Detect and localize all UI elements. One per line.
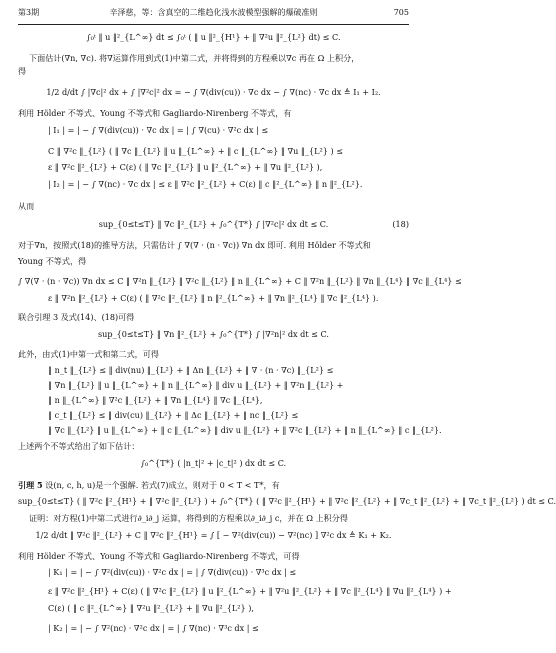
- equation-line: ε ‖ ∇²c ‖²_{H¹} + C(ε) ( ‖ ∇²c ‖²_{L²} ‖ u ‖²_{L^∞} + ‖ ∇²u ‖²_{L²} + ‖ ∇c ‖²_{L⁴} ‖ ∇u ‖²_{L⁴} ) +: [48, 586, 452, 596]
- equation-line: | K₂ | = | − ∫ ∇²(nc) · ∇²c dx | = | ∫ ∇(nc) · ∇³c dx | ≤: [48, 623, 259, 633]
- equation-line: 1/2 d/dt ‖ ∇²c ‖²_{L²} + C ‖ ∇²c ‖²_{H¹} = ∫ [ − ∇²(div(cu)) − ∇²(nc) ] ∇²c dx ≜ K₁ + K₂.: [35, 530, 392, 540]
- header-issue: 第3期: [18, 8, 40, 17]
- text-line: 利用 Hölder 不等式、Young 不等式和 Gagliardo-Nirenberg 不等式，可得: [18, 551, 300, 561]
- text-line: 上述两个不等式给出了如下估计：: [18, 441, 140, 451]
- equation-number: (18): [392, 219, 409, 229]
- header-rule: [18, 24, 409, 25]
- equation-line: sup_{0≤t≤T} ( ‖ ∇²c ‖²_{H¹} + ‖ ∇²c ‖²_{L²} ) + ∫₀^{T*} ( ‖ ∇²c ‖²_{H¹} + ‖ ∇²c ‖²_{L²} + ‖ ∇c_t ‖²_{L²} + ‖ ∇c_t ‖²_{L²} ) dt ≤ C.: [18, 496, 556, 506]
- header-title: 辛泽慈，等：含真空的二维趋化浅水波模型强解的爆破准则: [109, 8, 318, 17]
- text-line: 得: [18, 66, 27, 76]
- text-line: 联合引理 3 及式(14)、(18)可得: [18, 312, 135, 322]
- lemma-text: 设(n, c, h, u)是一个强解. 若式(7)成立，则对于 0 < T < T*，有: [45, 480, 280, 490]
- lemma-label: 引理 5: [18, 480, 43, 490]
- lemma-line: [18, 481, 409, 490]
- equation-line: | K₁ | = | − ∫ ∇²(div(cu)) · ∇²c dx | = | ∫ ∇(div(cu)) · ∇³c dx | ≤: [48, 567, 297, 577]
- equation-line: ‖ n ‖_{L^∞} ‖ ∇²c ‖_{L²} + ‖ ∇n ‖_{L⁴} ‖ ∇c ‖_{L⁴},: [48, 395, 263, 405]
- equation-line: C ‖ ∇²c ‖_{L²} ( ‖ ∇c ‖_{L²} ‖ u ‖_{L^∞} + ‖ c ‖_{L^∞} ‖ ∇u ‖_{L²} ) ≤: [48, 146, 344, 156]
- text-line: Young 不等式，得: [18, 256, 87, 266]
- equation-line: ‖ n_t ‖_{L²} ≤ ‖ div(nu) ‖_{L²} + ‖ Δn ‖_{L²} + ‖ ∇ · (n · ∇c) ‖_{L²} ≤: [48, 365, 334, 375]
- equation-body: sup_{0≤t≤T} ‖ ∇c ‖²_{L²} + ∫₀^{T*} ∫ |∇²c|² dx dt ≤ C.: [98, 219, 329, 229]
- equation-line: sup_{0≤t≤T} ‖ ∇n ‖²_{L²} + ∫₀^{T*} ∫ |∇²n|² dx dt ≤ C.: [98, 329, 329, 339]
- equation-line: ∫ ∇(∇ · (n · ∇c)) ∇n dx ≤ C ‖ ∇²n ‖_{L²} ‖ ∇²c ‖_{L²} ‖ n ‖_{L^∞} + C ‖ ∇²n ‖_{L²} ‖ ∇n ‖_{L⁴} ‖ ∇c ‖_{L⁴} ≤: [18, 276, 462, 286]
- text-line: 从而: [18, 201, 35, 211]
- equation-line: ‖ c_t ‖_{L²} ≤ ‖ div(cu) ‖_{L²} + ‖ Δc ‖_{L²} + ‖ nc ‖_{L²} ≤: [48, 410, 299, 420]
- equation-line: C(ε) ( ‖ c ‖²_{L^∞} ‖ ∇²u ‖²_{L²} + ‖ ∇u ‖²_{L²} ),: [48, 603, 254, 613]
- text-line: 此外，由式(1)中第一式和第二式，可得: [18, 349, 159, 359]
- text-line: 下面估计(∇n, ∇c). 将∇运算作用到式(1)中第二式，并将得到的方程乘以∇c 再在 Ω 上积分，: [29, 53, 360, 63]
- equation-line: ε ‖ ∇²n ‖²_{L²} + C(ε) ( ‖ ∇²c ‖²_{L²} ‖ n ‖²_{L^∞} + ‖ ∇n ‖²_{L⁴} ‖ ∇c ‖²_{L⁴} ).: [48, 293, 379, 303]
- equation-line: ∫₀ᵗ ‖ u ‖²_{L^∞} dt ≤ ∫₀ᵗ ( ‖ u ‖²_{H¹} + ‖ ∇²u ‖²_{L²} dt) ≤ C.: [86, 32, 341, 42]
- running-header: [18, 9, 409, 21]
- text-line: 证明：对方程(1)中第二式进行∂_i∂_j 运算，将得到的方程乘以∂_i∂_j c，并在 Ω 上积分得: [29, 513, 348, 523]
- equation-line: 1/2 d/dt ∫ |∇c|² dx + ∫ |∇²c|² dx = − ∫ ∇(div(cu)) · ∇c dx − ∫ ∇(nc) · ∇c dx ≜ I₁ + I₂.: [46, 87, 381, 97]
- equation-line: | I₁ | = | − ∫ ∇(div(cu)) · ∇c dx | = | ∫ ∇(cu) · ∇²c dx | ≤: [48, 125, 269, 135]
- equation-line: ‖ ∇c ‖_{L²} ‖ u ‖_{L^∞} + ‖ c ‖_{L^∞} ‖ div u ‖_{L²} + ‖ ∇²c ‖_{L²} + ‖ n ‖_{L^∞} ‖ c ‖_{L²}.: [48, 425, 442, 435]
- text-line: 对于∇n，按照式(18)的推导方法，只需估计 ∫ ∇(∇ · (n · ∇c)) ∇n dx 即可. 利用 Hölder 不等式和: [18, 240, 371, 250]
- equation-line: [18, 220, 409, 229]
- equation-line: ε ‖ ∇²c ‖²_{L²} + C(ε) ( ‖ ∇c ‖²_{L²} ‖ u ‖²_{L^∞} + ‖ ∇u ‖²_{L²} ),: [48, 162, 323, 172]
- text-line: 利用 Hölder 不等式、Young 不等式和 Gagliardo-Nirenberg 不等式，有: [18, 108, 292, 118]
- header-page-number: 705: [393, 8, 409, 17]
- equation-line: | I₂ | = | − ∫ ∇(nc) · ∇c dx | ≤ ε ‖ ∇²c ‖²_{L²} + C(ε) ‖ c ‖²_{L^∞} ‖ n ‖²_{L²}.: [48, 179, 363, 189]
- equation-line: ∫₀^{T*} ( |n_t|² + |c_t|² ) dx dt ≤ C.: [140, 458, 287, 468]
- equation-line: ‖ ∇n ‖_{L²} ‖ u ‖_{L^∞} + ‖ n ‖_{L^∞} ‖ div u ‖_{L²} + ‖ ∇²n ‖_{L²} +: [48, 380, 344, 390]
